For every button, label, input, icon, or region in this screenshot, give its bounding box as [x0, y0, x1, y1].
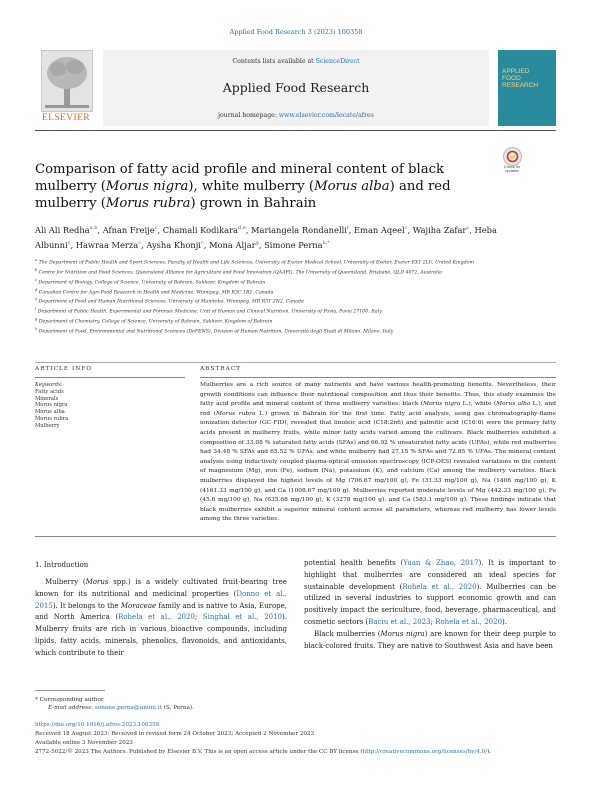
- affiliation-item: [35, 287, 475, 297]
- author-name[interactable]: Chamali Kodikara: [162, 224, 238, 235]
- keyword-item: Mulberry: [35, 422, 60, 429]
- body-column-right: [304, 558, 556, 652]
- author-name[interactable]: Afnan Freije: [102, 224, 155, 235]
- elsevier-tree-icon: [41, 50, 93, 112]
- author-name[interactable]: Mona Aljar: [209, 239, 256, 250]
- affiliation-item: [35, 277, 475, 287]
- author-affiliation-marker[interactable]: c: [404, 225, 408, 231]
- check-for-updates-button[interactable]: [499, 147, 525, 175]
- author-name[interactable]: Aysha Khonji: [146, 239, 201, 250]
- author-affiliation-marker[interactable]: c: [466, 225, 470, 231]
- article-info-heading: ARTICLE INFO: [35, 366, 93, 372]
- paper-title: Comparison of fatty acid profile and mineral content of black mulberry (Morus nigra), white mulberry (Morus alba) and red mulberry (Morus rubra) grown in Bahrain: [35, 162, 451, 211]
- author-affiliation-marker[interactable]: f: [346, 225, 349, 231]
- affiliation-marker: f: [35, 307, 37, 312]
- affiliation-item: [35, 326, 475, 336]
- author-affiliation-marker[interactable]: h,*: [322, 239, 330, 246]
- masthead-divider: [35, 130, 556, 131]
- citation-link[interactable]: Rohela et al., 2020: [118, 613, 195, 622]
- citation-link[interactable]: Yuan & Zhao, 2017: [403, 559, 479, 567]
- affiliation-marker: d: [35, 287, 38, 292]
- affiliation-item: [35, 306, 475, 316]
- author-list: Ali Ali Redha$^{a,b}$, Afnan Freije$^c$, Chamali Kodikara$^{d,e}$, Mariangela Rondanelli$^f$, Eman Aqeel$^c$, Wajiha Zafar$^c$, Heba Albunni$^c$, Hawraa Merza$^c$, Aysha Khonji$^c$, Mona Aljar$^g$, Simone Perna$^{h,*}$: [35, 224, 497, 250]
- available-online-date: Available online 3 November 2023: [35, 740, 133, 746]
- citation-link[interactable]: Donno et al., 2015: [35, 589, 287, 610]
- check-updates-label: Check for updates: [503, 165, 521, 174]
- keywords-block: [35, 382, 68, 430]
- affiliation-marker: b: [35, 267, 38, 272]
- received-dates: Received 18 August 2023; Received in revised form 24 October 2023; Accepted 2 November 2023: [35, 731, 315, 737]
- license-link[interactable]: http://creativecommons.org/licenses/by/4.0/: [362, 749, 488, 755]
- affiliation-marker: a: [35, 258, 38, 262]
- citation-link[interactable]: Singhal et al., 2010: [202, 613, 283, 622]
- journal-title[interactable]: Applied Food Research: [222, 80, 370, 95]
- author-affiliation-marker[interactable]: c: [154, 225, 158, 231]
- citation-link[interactable]: Baciu et al., 2023: [368, 617, 431, 626]
- keyword-item: Morus alba: [35, 409, 65, 416]
- article-info-rule: [35, 377, 185, 378]
- license-line: 2772-5022/© 2023 The Authors. Published by Elsevier B.V. This is an open access article under the CC BY license (http://creativecommons.org/licenses/by/4.0/).: [35, 749, 492, 755]
- author-name[interactable]: Simone Perna: [264, 239, 323, 250]
- author-name[interactable]: Hawraa Merza: [75, 239, 139, 250]
- keyword-item: Morus rubra: [35, 415, 69, 422]
- affiliation-text: Department of Public Health, Experimental and Forensic Medicine, Unit of Human and Clinical Nutrition, University of Pavia, Pavia 27100, Italy: [37, 309, 382, 315]
- affiliation-item: [35, 267, 475, 277]
- keyword-item: Fatty acids: [35, 388, 64, 395]
- affiliation-text: Canadian Centre for Agri-Food Research in Health and Medicine, Winnipeg, MB R3C 1B2, Canada: [38, 290, 274, 296]
- citation-link[interactable]: Rohela et al., 2020: [402, 582, 477, 591]
- affiliation-list: [35, 257, 475, 336]
- affiliation-text: The Department of Public Health and Sport Sciences, Faculty of Health and Life Sciences, University of Exeter Medical School, University of Exeter, Exeter EX1 2LU, United Kingdom: [38, 260, 474, 266]
- affiliation-marker: c: [35, 277, 37, 282]
- author-affiliation-marker[interactable]: c: [138, 239, 142, 246]
- keywords-label: Keywords:: [35, 382, 63, 388]
- footnote-rule: [35, 690, 105, 691]
- affiliation-marker: g: [35, 317, 38, 322]
- abstract-heading: ABSTRACT: [200, 366, 242, 372]
- journal-cover-text: APPLIED FOOD RESEARCH: [502, 68, 539, 89]
- affiliation-text: Department of Food and Human Nutritional Sciences, University of Manitoba, Winnipeg, MB R3T 2N2, Canada: [38, 300, 304, 305]
- abstract-text: Mulberries are a rich source of many nutrients and have various health-promoting benefits. Nevertheless, their growth conditions can influence their nutritional composition and thus their benefits. Thus, this study examines the fatty acid profile and mineral content of three mulberry varieties: black (Morus nigra L.), white (Morus alba L.), and red (Morus rubra L.) grown in Bahrain for the first time. Fatty acid analysis, using gas chromatography-flame ionization detector (GC-FID), revealed that linoleic acid (C18:2n6) and palmitic acid (C16:0) were the primary fatty acids present in mulberry fruits, while minor fatty acids varied among the cultivars. Black mulberries exhibited a composition of 33.08 % saturated fatty acids (SFAs) and 66.92 % unsaturated fatty acids (UFAs), while red mulberries had 34.48 % SFAs and 65.52 % UFAs, and white mulberry had 27.15 % SFAs and 72.85 % UFAs. The mineral content analysis using inductively coupled plasma-optical emission spectroscopy (ICP-OES) revealed variations in the content of magnesium (Mg), iron (Fe), sodium (Na), potassium (K), and calcium (Ca) among the mulberry varieties. Black mulberries displayed the highest levels of Mg (706.67 mg/100 g), Fe (31.33 mg/100 g), Na (1406 mg/100 g), K (4161.33 mg/100 g), and Ca (1008.67 mg/100 g). Mulberries reported moderate levels of Mg (442.33 mg/100 g), Fe (45.6 mg/100 g), Na (635.68 mg/100 g), K (3278 mg/100 g), and Ca (583.1 mg/100 g). These findings indicate that black mulberries exhibit a superior mineral content across all parameters, whereas red mulberry has lower levels among the three varieties.: [200, 382, 556, 523]
- elsevier-wordmark: ELSEVIER: [41, 113, 91, 123]
- keyword-item: Morus nigra: [35, 402, 68, 409]
- check-updates-icon: [503, 147, 522, 166]
- journal-homepage-line: journal homepage: www.elsevier.com/locate/afres: [218, 112, 374, 119]
- affiliation-item: [35, 296, 475, 306]
- contents-line: Contents lists available at ScienceDirect: [232, 58, 360, 65]
- paragraph: potential health benefits (Yuan & Zhao, 2017). It is important to highlight that mulberries are considered an ideal species for sustainable development (Rohela et al., 2020). Mulberries can be utilized in several industries to support economic growth and can positively impact the sericulture, food, beverage, pharmaceutical, and cosmetic sectors (Baciu et al., 2023; Rohela et al., 2020).: [304, 559, 557, 626]
- email-link[interactable]: simone.perna@unimi.it: [94, 705, 162, 711]
- paragraph: Black mulberries (Morus nigra) are known for their deep purple to black-colored fruits. They are native to Southwest Asia and have been: [304, 629, 557, 650]
- corresponding-author-note: * Corresponding author.: [35, 697, 105, 703]
- author-affiliation-marker[interactable]: d,e: [238, 225, 246, 231]
- author-affiliation-marker[interactable]: a,b: [89, 225, 98, 231]
- author-name[interactable]: Heba Albunni: [35, 224, 497, 250]
- author-name[interactable]: Mariangela Rondanelli: [251, 224, 347, 235]
- running-head[interactable]: Applied Food Research 3 (2023) 100358: [229, 28, 363, 36]
- abstract-bottom-rule: [35, 536, 556, 537]
- journal-cover[interactable]: [498, 50, 556, 126]
- author-name[interactable]: Wajiha Zafar: [412, 224, 467, 235]
- header-divider: [35, 362, 556, 363]
- citation-link[interactable]: Rohela et al., 2020: [435, 617, 503, 626]
- affiliation-text: Centre for Nutrition and Food Sciences, Queensland Alliance for Agriculture and Food Innovation (QAAFI), The University of Queensland, Brisbane, QLD 4072, Australia: [38, 270, 442, 276]
- author-name[interactable]: Eman Aqeel: [354, 224, 405, 235]
- sciencedirect-link[interactable]: ScienceDirect: [315, 58, 360, 65]
- author-name[interactable]: Ali Ali Redha: [35, 224, 90, 235]
- affiliation-text: Department of Food, Environmental and Nutritional Sciences (DeFENS), Division of Human Nutrition, Università degli Studi di Milano, Milano, Italy: [38, 329, 394, 335]
- section-heading-introduction: 1. Introduction: [35, 561, 89, 569]
- affiliation-marker: e: [35, 297, 38, 302]
- affiliation-item: [35, 257, 475, 267]
- elsevier-logo[interactable]: [35, 50, 97, 126]
- journal-masthead: [103, 50, 489, 126]
- affiliation-marker: h: [35, 327, 38, 332]
- abstract-rule: [200, 377, 556, 378]
- affiliation-text: Department of Chemistry, College of Science, University of Bahrain, Sakheer, Kingdom of Bahrain: [38, 319, 273, 325]
- affiliation-item: [35, 316, 475, 326]
- email-note: E-mail address: simone.perna@unimi.it (S. Perna).: [48, 705, 194, 711]
- keyword-item: Minerals: [35, 395, 59, 402]
- journal-homepage-link[interactable]: www.elsevier.com/locate/afres: [278, 112, 374, 119]
- doi-link[interactable]: https://doi.org/10.1016/j.afres.2023.100358: [35, 722, 160, 728]
- author-affiliation-marker[interactable]: c: [67, 239, 71, 246]
- author-affiliation-marker[interactable]: c: [200, 239, 204, 246]
- affiliation-text: Department of Biology, College of Science, University of Bahrain, Sakheer, Kingdom of Bahrain: [38, 280, 266, 286]
- body-column-left: Mulberry (Morus spp.) is a widely cultivated fruit-bearing tree known for its nutritional and medicinal properties (Donno et al., 2015). It belongs to the Moraceae family and is native to Asia, Europe, and North America (Rohela et al., 2020; Singhal et al., 2010). Mulberry fruits are rich in various bioactive compounds, including lipids, fatty acids, minerals, phenolics, flavonoids, and antioxidants, which contribute to their: [35, 578, 288, 657]
- author-affiliation-marker[interactable]: g: [255, 239, 259, 246]
